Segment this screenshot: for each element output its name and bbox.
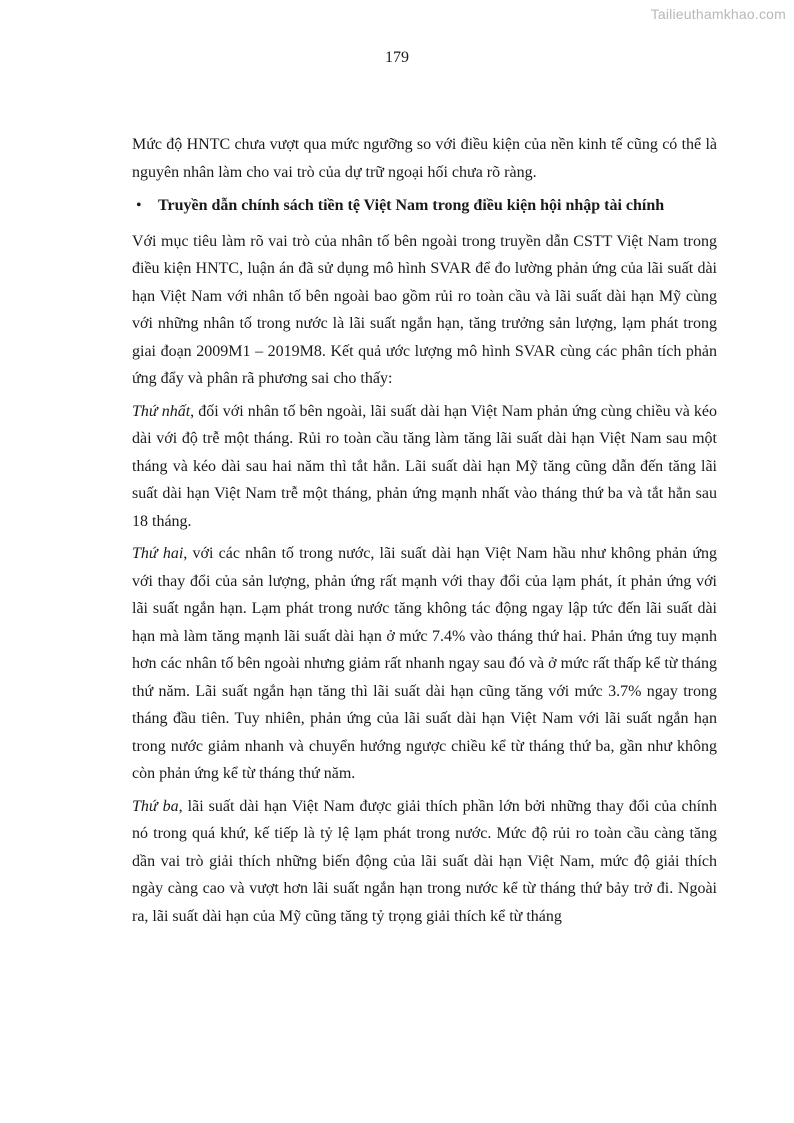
section-heading-text: Truyền dẫn chính sách tiền tệ Việt Nam trong điều kiện hội nhập tài chính [158,197,665,214]
paragraph-4-lead: Thứ hai [132,545,184,562]
paragraph-4-text: , với các nhân tố trong nước, lãi suất dài hạn Việt Nam hầu như không phản ứng với thay đổi của sản lượng, phản ứng rất mạnh với thay đổi của lạm phát, ít phản ứng với lãi suất ngắn hạn. Lạm phát trong nước tăng không tác động ngay lập tức đến lãi suất dài hạn mà làm tăng mạnh lãi suất dài hạn ở mức 7.4% vào tháng thứ hai. Phản ứng tuy mạnh hơn các nhân tố bên ngoài nhưng giảm rất nhanh ngay sau đó và ở mức rất thấp kể từ tháng thứ năm. Lãi suất ngắn hạn tăng thì lãi suất dài hạn cũng tăng với mức 3.7% ngay trong tháng đầu tiên. Tuy nhiên, phản ứng của lãi suất dài hạn Việt Nam với lãi suất ngắn hạn trong nước giảm nhanh và chuyển hướng ngược chiều kể từ tháng thứ ba, gần như không còn phản ứng kể từ tháng thứ năm. [132,545,717,782]
watermark: Tailieuthamkhao.com [650,6,786,22]
bullet-icon: • [136,197,142,214]
paragraph-3-lead: Thứ nhất [132,402,191,420]
page-number: 179 [385,49,409,66]
paragraph-3-text: , đối với nhân tố bên ngoài, lãi suất dài hạn Việt Nam phản ứng cùng chiều và kéo dài với độ trễ một tháng. Rủi ro toàn cầu tăng làm tăng lãi suất dài hạn Việt Nam sau một tháng và kéo dài sau hai năm thì tắt hẳn. Lãi suất dài hạn Mỹ tăng cũng dẫn đến tăng lãi suất dài hạn Việt Nam trễ một tháng, phản ứng mạnh nhất vào tháng thứ ba và tắt hẳn sau 18 tháng. [132,402,717,530]
section-heading [132,192,717,220]
paragraph-5 [132,793,717,931]
paragraph-5-text: , lãi suất dài hạn Việt Nam được giải thích phần lớn bởi những thay đổi của chính nó trong quá khứ, kế tiếp là tỷ lệ lạm phát trong nước. Mức độ rủi ro toàn cầu càng tăng dần vai trò giải thích những biến động của lãi suất dài hạn Việt Nam, mức độ giải thích ngày càng cao và vượt hơn lãi suất ngắn hạn trong nước kể từ tháng thứ bảy trở đi. Ngoài ra, lãi suất dài hạn của Mỹ cũng tăng tỷ trọng giải thích kể từ tháng [132,797,718,925]
paragraph-3 [132,398,717,536]
paragraph-5-lead: Thứ ba [132,797,179,815]
page-body [132,131,717,935]
paragraph-1: Mức độ HNTC chưa vượt qua mức ngưỡng so với điều kiện của nền kinh tế cũng có thể là nguyên nhân làm cho vai trò của dự trữ ngoại hối chưa rõ ràng. [132,136,717,181]
paragraph-4 [132,540,717,788]
paragraph-2: Với mục tiêu làm rõ vai trò của nhân tố bên ngoài trong truyền dẫn CSTT Việt Nam trong điều kiện HNTC, luận án đã sử dụng mô hình SVAR để đo lường phản ứng của lãi suất dài hạn Việt Nam với nhân tố bên ngoài bao gồm rủi ro toàn cầu và lãi suất dài hạn Mỹ cùng với những nhân tố trong nước là lãi suất ngắn hạn, tăng trưởng sản lượng, lạm phát trong giai đoạn 2009M1 – 2019M8. Kết quả ước lượng mô hình SVAR cùng các phân tích phản ứng đẩy và phân rã phương sai cho thấy: [132,232,717,387]
